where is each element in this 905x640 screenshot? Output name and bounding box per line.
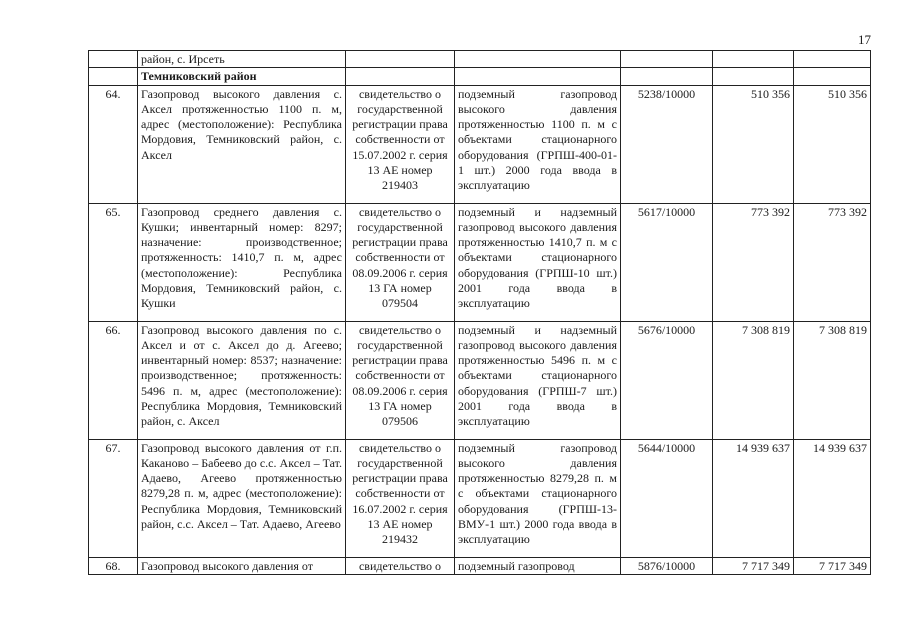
- value-1: 773 392: [713, 203, 794, 321]
- registration-certificate: свидетельство о: [346, 557, 455, 574]
- registration-certificate: свидетельство о государственной регистрации права собственности от 08.09.2006 г. серия 13 ГА номер 079506: [346, 321, 455, 439]
- object-description: Газопровод среднего давления с. Кушки; инвентарный номер: 8297; назначение: производственное; протяженность: 1410,7 п. м, адрес (местоположение): Республика Мордовия, Темниковский район, с. Кушки: [138, 203, 346, 321]
- ownership-share: 5676/10000: [621, 321, 713, 439]
- value-1: 7 717 349: [713, 557, 794, 574]
- pipeline-characteristics: подземный газопровод: [455, 557, 621, 574]
- ownership-share: 5617/10000: [621, 203, 713, 321]
- pipeline-characteristics: подземный газопровод высокого давления протяженностью 8279,28 п. м с объектами стационарного оборудования (ГРПШ-13-ВМУ-1 шт.) 2000 года ввода в эксплуатацию: [455, 439, 621, 557]
- value-2: 14 939 637: [794, 439, 871, 557]
- pipeline-characteristics: подземный и надземный газопровод высокого давления протяженностью 1410,7 п. м с объектами стационарного оборудования (ГРПШ-10 шт.) 2001 года ввода в эксплуатацию: [455, 203, 621, 321]
- table-row: [89, 557, 871, 574]
- row-number: 67.: [89, 439, 138, 557]
- row-number: 68.: [89, 557, 138, 574]
- value-2: 7 717 349: [794, 557, 871, 574]
- registration-certificate: свидетельство о государственной регистрации права собственности от 15.07.2002 г. серия 13 АЕ номер 219403: [346, 85, 455, 203]
- object-description: Газопровод высокого давления с. Аксел протяженностью 1100 п. м, адрес (местоположение): Республика Мордовия, Темниковский район, с. Аксел: [138, 85, 346, 203]
- pipeline-characteristics: подземный газопровод высокого давления протяженностью 1100 п. м с объектами стационарного оборудования (ГРПШ-400-01-1 шт.) 2000 года ввода в эксплуатацию: [455, 85, 621, 203]
- table-row: [89, 85, 871, 203]
- table-row: [89, 51, 871, 68]
- row-number: 65.: [89, 203, 138, 321]
- pipeline-characteristics: подземный и надземный газопровод высокого давления протяженностью 5496 п. м с объектами стационарного оборудования (ГРПШ-7 шт.) 2001 года ввода в эксплуатацию: [455, 321, 621, 439]
- district-row: [89, 68, 871, 85]
- district-name: Темниковский район: [138, 68, 346, 85]
- registration-certificate: свидетельство о государственной регистрации права собственности от 16.07.2002 г. серия 13 АЕ номер 219432: [346, 439, 455, 557]
- table-row: [89, 203, 871, 321]
- object-description: Газопровод высокого давления от г.п. Каканово – Бабеево до с.с. Аксел – Тат. Адаево, Агеево протяженностью 8279,28 п. м, адрес (местоположение): Республика Мордовия, Темниковский район, с.с. Аксел – Тат. Адаево, Агеево: [138, 439, 346, 557]
- value-1: 510 356: [713, 85, 794, 203]
- value-2: 7 308 819: [794, 321, 871, 439]
- object-description: Газопровод высокого давления по с. Аксел и от с. Аксел до д. Агеево; инвентарный номер: 8537; назначение: производственное; протяженность: 5496 п. м, адрес (местоположение): Республика Мордовия, Темниковский район, с. Аксел: [138, 321, 346, 439]
- row-number: 66.: [89, 321, 138, 439]
- location-cell: район, с. Ирсеть: [138, 51, 346, 68]
- table-row: [89, 439, 871, 557]
- row-number: 64.: [89, 85, 138, 203]
- ownership-share: 5644/10000: [621, 439, 713, 557]
- ownership-share: 5876/10000: [621, 557, 713, 574]
- ownership-share: 5238/10000: [621, 85, 713, 203]
- object-description: Газопровод высокого давления от: [138, 557, 346, 574]
- page-number: 17: [858, 32, 871, 47]
- value-2: 510 356: [794, 85, 871, 203]
- table-row: [89, 321, 871, 439]
- registration-certificate: свидетельство о государственной регистрации права собственности от 08.09.2006 г. серия 13 ГА номер 079504: [346, 203, 455, 321]
- value-1: 14 939 637: [713, 439, 794, 557]
- value-2: 773 392: [794, 203, 871, 321]
- property-table: [88, 50, 871, 575]
- value-1: 7 308 819: [713, 321, 794, 439]
